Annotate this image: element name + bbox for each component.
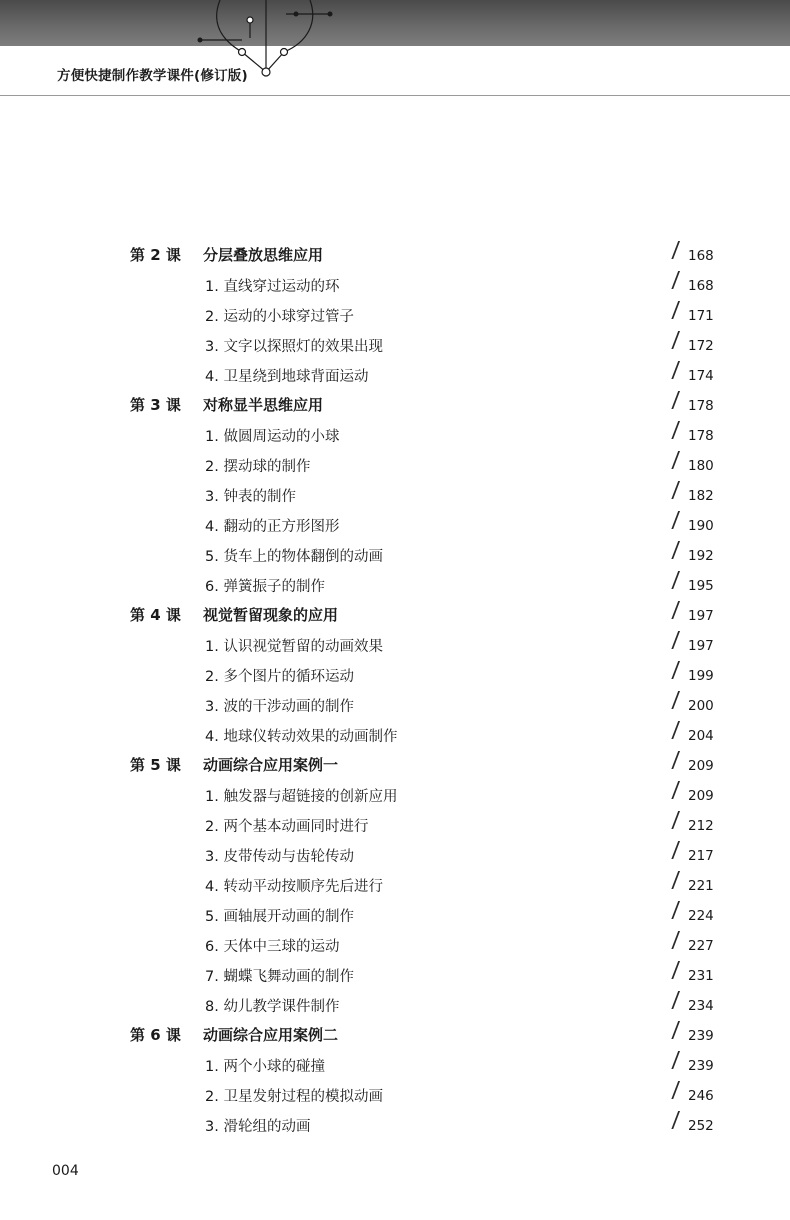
- toc-item-row: [0, 720, 790, 750]
- slash-separator-icon: /: [671, 508, 681, 533]
- item-title: 3. 波的干涉动画的制作: [205, 699, 354, 715]
- toc-item-row: [0, 930, 790, 960]
- toc-page-number: 178: [688, 398, 714, 414]
- toc-item-row: [0, 480, 790, 510]
- item-title: 6. 天体中三球的运动: [205, 939, 340, 955]
- toc-item-row: [0, 270, 790, 300]
- toc-page-number: 172: [688, 338, 714, 354]
- slash-separator-icon: /: [671, 958, 681, 983]
- slash-separator-icon: /: [671, 568, 681, 593]
- toc-item-row: [0, 870, 790, 900]
- slash-separator-icon: /: [671, 358, 681, 383]
- slash-separator-icon: /: [671, 898, 681, 923]
- page-number: 004: [52, 1163, 79, 1179]
- slash-separator-icon: /: [671, 688, 681, 713]
- slash-separator-icon: /: [671, 478, 681, 503]
- toc-item-row: [0, 900, 790, 930]
- toc-page-number: 195: [688, 578, 714, 594]
- toc-page-number: 252: [688, 1118, 714, 1134]
- slash-separator-icon: /: [671, 448, 681, 473]
- slash-separator-icon: /: [671, 628, 681, 653]
- toc-page-number: 246: [688, 1088, 714, 1104]
- toc-page-number: 197: [688, 608, 714, 624]
- toc-item-row: [0, 510, 790, 540]
- slash-separator-icon: /: [671, 748, 681, 773]
- toc-lesson-row: [0, 1020, 790, 1050]
- lesson-title: 动画综合应用案例二: [203, 1026, 339, 1044]
- slash-separator-icon: /: [671, 328, 681, 353]
- slash-separator-icon: /: [671, 868, 681, 893]
- toc-page-number: 231: [688, 968, 714, 984]
- slash-separator-icon: /: [671, 1108, 681, 1133]
- slash-separator-icon: /: [671, 1048, 681, 1073]
- header-divider: [0, 95, 790, 96]
- toc-page-number: 212: [688, 818, 714, 834]
- book-title: 方便快捷制作教学课件(修订版): [57, 68, 248, 84]
- slash-separator-icon: /: [671, 538, 681, 563]
- toc-item-row: [0, 780, 790, 810]
- toc-page-number: 168: [688, 278, 714, 294]
- item-title: 2. 两个基本动画同时进行: [205, 819, 369, 835]
- slash-separator-icon: /: [671, 1018, 681, 1043]
- lesson-number: 第 4 课: [130, 606, 181, 624]
- toc-item-row: [0, 810, 790, 840]
- slash-separator-icon: /: [671, 718, 681, 743]
- header-band: [0, 0, 790, 46]
- slash-separator-icon: /: [671, 298, 681, 323]
- slash-separator-icon: /: [671, 268, 681, 293]
- item-title: 4. 转动平动按顺序先后进行: [205, 879, 383, 895]
- slash-separator-icon: /: [671, 598, 681, 623]
- item-title: 1. 触发器与超链接的创新应用: [205, 789, 398, 805]
- lesson-number: 第 3 课: [130, 396, 181, 414]
- toc-page-number: 209: [688, 788, 714, 804]
- item-title: 1. 做圆周运动的小球: [205, 429, 340, 445]
- item-title: 2. 卫星发射过程的模拟动画: [205, 1089, 383, 1105]
- item-title: 4. 卫星绕到地球背面运动: [205, 369, 369, 385]
- item-title: 3. 滑轮组的动画: [205, 1119, 311, 1135]
- toc-item-row: [0, 570, 790, 600]
- toc-lesson-row: [0, 240, 790, 270]
- item-title: 1. 直线穿过运动的环: [205, 279, 340, 295]
- toc-page-number: 178: [688, 428, 714, 444]
- toc-lesson-row: [0, 750, 790, 780]
- toc-page-number: 234: [688, 998, 714, 1014]
- item-title: 4. 地球仪转动效果的动画制作: [205, 729, 398, 745]
- item-title: 7. 蝴蝶飞舞动画的制作: [205, 969, 354, 985]
- toc-page-number: 217: [688, 848, 714, 864]
- lesson-number: 第 6 课: [130, 1026, 181, 1044]
- toc-item-row: [0, 1110, 790, 1140]
- item-title: 3. 文字以探照灯的效果出现: [205, 339, 383, 355]
- toc-page-number: 239: [688, 1058, 714, 1074]
- item-title: 5. 货车上的物体翻倒的动画: [205, 549, 383, 565]
- toc-item-row: [0, 300, 790, 330]
- toc-lesson-row: [0, 390, 790, 420]
- item-title: 8. 幼儿教学课件制作: [205, 999, 340, 1015]
- toc-item-row: [0, 960, 790, 990]
- toc-item-row: [0, 450, 790, 480]
- slash-separator-icon: /: [671, 238, 681, 263]
- toc-page-number: 227: [688, 938, 714, 954]
- toc-item-row: [0, 690, 790, 720]
- item-title: 6. 弹簧振子的制作: [205, 579, 325, 595]
- toc-item-row: [0, 330, 790, 360]
- item-title: 2. 运动的小球穿过管子: [205, 309, 354, 325]
- toc-item-row: [0, 1050, 790, 1080]
- item-title: 1. 认识视觉暂留的动画效果: [205, 639, 383, 655]
- slash-separator-icon: /: [671, 808, 681, 833]
- toc-item-row: [0, 1080, 790, 1110]
- toc-page-number: 224: [688, 908, 714, 924]
- slash-separator-icon: /: [671, 1078, 681, 1103]
- item-title: 2. 摆动球的制作: [205, 459, 311, 475]
- toc-item-row: [0, 540, 790, 570]
- toc-page-number: 197: [688, 638, 714, 654]
- toc-page-number: 209: [688, 758, 714, 774]
- lesson-title: 对称显半思维应用: [203, 396, 324, 414]
- item-title: 3. 钟表的制作: [205, 489, 296, 505]
- toc-page-number: 204: [688, 728, 714, 744]
- lesson-title: 动画综合应用案例一: [203, 756, 339, 774]
- toc-lesson-row: [0, 600, 790, 630]
- toc-page-number: 190: [688, 518, 714, 534]
- toc-page-number: 200: [688, 698, 714, 714]
- toc-page-number: 199: [688, 668, 714, 684]
- lesson-number: 第 2 课: [130, 246, 181, 264]
- toc-page-number: 180: [688, 458, 714, 474]
- item-title: 3. 皮带传动与齿轮传动: [205, 849, 354, 865]
- item-title: 2. 多个图片的循环运动: [205, 669, 354, 685]
- slash-separator-icon: /: [671, 388, 681, 413]
- toc-page-number: 192: [688, 548, 714, 564]
- toc-item-row: [0, 990, 790, 1020]
- lesson-title: 分层叠放思维应用: [203, 246, 324, 264]
- slash-separator-icon: /: [671, 778, 681, 803]
- item-title: 5. 画轴展开动画的制作: [205, 909, 354, 925]
- toc-page-number: 171: [688, 308, 714, 324]
- toc-page-number: 239: [688, 1028, 714, 1044]
- toc-page-number: 168: [688, 248, 714, 264]
- toc-item-row: [0, 630, 790, 660]
- item-title: 1. 两个小球的碰撞: [205, 1059, 325, 1075]
- item-title: 4. 翻动的正方形图形: [205, 519, 340, 535]
- toc-page-number: 174: [688, 368, 714, 384]
- lesson-number: 第 5 课: [130, 756, 181, 774]
- slash-separator-icon: /: [671, 988, 681, 1013]
- toc-item-row: [0, 360, 790, 390]
- toc-item-row: [0, 660, 790, 690]
- slash-separator-icon: /: [671, 928, 681, 953]
- slash-separator-icon: /: [671, 658, 681, 683]
- lesson-title: 视觉暂留现象的应用: [203, 606, 339, 624]
- toc-page-number: 221: [688, 878, 714, 894]
- toc-item-row: [0, 420, 790, 450]
- slash-separator-icon: /: [671, 418, 681, 443]
- toc-item-row: [0, 840, 790, 870]
- slash-separator-icon: /: [671, 838, 681, 863]
- toc-page-number: 182: [688, 488, 714, 504]
